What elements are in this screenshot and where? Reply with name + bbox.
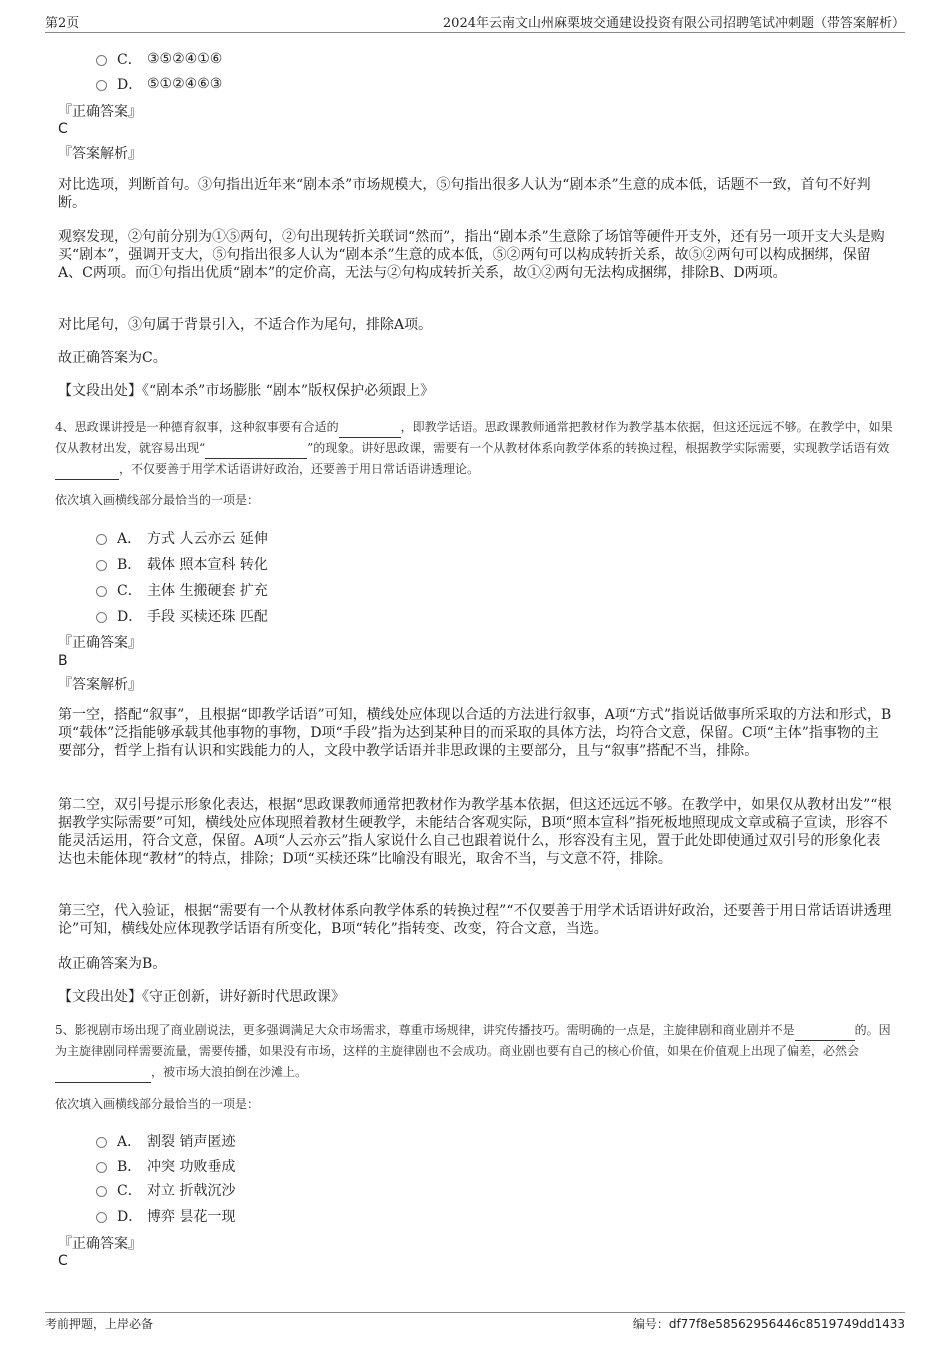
- document-code: 编号：df77f8e58562956446c8519749dd1433: [632, 1317, 905, 1331]
- page-header: [45, 12, 905, 33]
- radio-icon[interactable]: [96, 560, 107, 571]
- answer-label: 『正确答案』: [58, 1236, 142, 1252]
- blank-1: [795, 1026, 855, 1041]
- analysis-paragraph: 故正确答案为C。: [58, 350, 167, 366]
- document-title: 2024年云南文山州麻栗坡交通建设投资有限公司招聘笔试冲刺题（带答案解析）: [442, 16, 905, 31]
- analysis-paragraph: 对比尾句，③句属于背景引入，不适合作为尾句，排除A项。: [58, 317, 433, 333]
- analysis-label: 『答案解析』: [58, 677, 142, 693]
- analysis-label: 『答案解析』: [58, 146, 142, 162]
- analysis-paragraph: 故正确答案为B。: [58, 956, 167, 972]
- blank-3: [55, 465, 119, 480]
- blank-2: [205, 444, 307, 459]
- radio-icon[interactable]: [96, 1162, 107, 1173]
- page-footer: [45, 1312, 905, 1332]
- question-5-text: 5、影视剧市场出现了商业剧说法，更多强调满足大众市场需求，尊重市场规律，讲究传播技巧。需明确的一点是，主旋律剧和商业剧并不是 的。因为主旋律剧同样需要流量，需要传播，如果没有市场，这样的主旋律剧也不会成功。商业剧也要有自己的核心价值，如果在价值观上出现了偏差，必然会，被市场大浪拍倒在沙滩上。: [55, 1020, 895, 1083]
- analysis-paragraph: 第一空，搭配“叙事”，且根据“即教学话语”可知，横线处应体现以合适的方法进行叙事，A项“方式”指说话做事所采取的方法和形式，B项“载体”泛指能够承载其他事物的事物，D项“手段”指为达到某种目的而采取的具体方法，均符合文意，保留。C项“主体”指事物的主要部分，哲学上指有认识和实践能力的人，文段中教学话语并非思政课的主要部分，且与“叙事”搭配不当，排除。: [58, 707, 892, 759]
- source-citation: 【文段出处】《守正创新，讲好新时代思政课》: [58, 989, 345, 1005]
- radio-icon[interactable]: [96, 80, 107, 91]
- answer-label: 『正确答案』: [58, 104, 142, 120]
- q3-option-d[interactable]: D． ⑤①②④⑥③: [96, 74, 222, 94]
- radio-icon[interactable]: [96, 586, 107, 597]
- blank-2: [55, 1068, 151, 1083]
- q4-option-c[interactable]: C． 主体 生搬硬套 扩充: [96, 580, 268, 600]
- radio-icon[interactable]: [96, 55, 107, 66]
- radio-icon[interactable]: [96, 1212, 107, 1223]
- answer-value: C: [58, 1253, 68, 1269]
- radio-icon[interactable]: [96, 612, 107, 623]
- answer-value: C: [58, 121, 68, 137]
- answer-label: 『正确答案』: [58, 635, 142, 651]
- q5-option-b[interactable]: B． 冲突 功败垂成: [96, 1156, 235, 1176]
- q5-option-a[interactable]: A． 割裂 销声匿迹: [96, 1131, 235, 1151]
- q4-option-d[interactable]: D． 手段 买椟还珠 匹配: [96, 606, 268, 626]
- blank-1: [339, 423, 401, 438]
- analysis-paragraph: 第二空，双引号提示形象化表达，根据“思政课教师通常把教材作为教学基本依据，但这还远远不够。在教学中，如果仅从教材出发”“根据教学实际需要”可知，横线处应体现照着教材生硬教学，未能结合客观实际，B项“照本宣科”指死板地照现成文章或稿子宣读，形容不能灵活运用，符合文意，保留。A项“人云亦云”指人家说什么自己也跟着说什么，形容没有主见，置于此处即使通过双引号的形象化表达也未能体现“教材”的特点，排除；D项“买椟还珠”比喻没有眼光，取舍不当，与文意不符，排除。: [58, 797, 892, 867]
- analysis-paragraph: 对比选项，判断首句。③句指出近年来“剧本杀”市场规模大，⑤句指出很多人认为“剧本杀”生意的成本低，话题不一致，首句不好判断。: [58, 177, 871, 211]
- q5-option-c[interactable]: C． 对立 折戟沉沙: [96, 1180, 235, 1200]
- question-prompt: 依次填入画横线部分最恰当的一项是：: [55, 493, 260, 507]
- q4-option-b[interactable]: B． 载体 照本宣科 转化: [96, 554, 268, 574]
- analysis-paragraph: 第三空，代入验证，根据“需要有一个从教材体系向教学体系的转换过程”“不仅要善于用学术话语讲好政治，还要善于用日常话语讲透理论”可知，横线处应体现教学话语有所变化，B项“转化”指转变、改变，符合文意，当选。: [58, 903, 892, 937]
- q3-option-c[interactable]: C． ③⑤②④①⑥: [96, 49, 222, 69]
- analysis-paragraph: 观察发现，②句前分别为①⑤两句，②句出现转折关联词“然而”，指出“剧本杀”生意除了场馆等硬件开支外，还有另一项开支大头是购买“剧本”，强调开支大，⑤句指出很多人认为“剧本杀”生意的成本低，⑤②两句可以构成转折关系，故⑤②两句可以构成捆绑，保留A、C两项。而①句指出优质“剧本”的定价高，无法与②句构成转折关系，故①②两句无法构成捆绑，排除B、D两项。: [58, 229, 885, 281]
- radio-icon[interactable]: [96, 1186, 107, 1197]
- question-4-text: 4、思政课讲授是一种德育叙事，这种叙事要有合适的 ，即教学话语。思政课教师通常把教材作为教学基本依据，但这还远远不够。在教学中，如果仅从教材出发，就容易出现“ ”的现象。讲好思政课，需要有一个从教材体系向教学体系的转换过程，根据教学实际需要，实现教学话语有效，不仅要善于用学术话语讲好政治，还要善于用日常话语讲透理论。: [55, 417, 895, 480]
- question-prompt: 依次填入画横线部分最恰当的一项是：: [55, 1097, 260, 1111]
- footer-slogan: 考前押题，上岸必备: [45, 1317, 154, 1331]
- radio-icon[interactable]: [96, 1137, 107, 1148]
- page-number: 第2页: [45, 16, 80, 31]
- radio-icon[interactable]: [96, 534, 107, 545]
- source-citation: 【文段出处】《“剧本杀”市场膨胀 “剧本”版权保护必须跟上》: [58, 383, 435, 399]
- q5-option-d[interactable]: D． 博弈 昙花一现: [96, 1206, 235, 1226]
- q4-option-a[interactable]: A． 方式 人云亦云 延伸: [96, 528, 268, 548]
- answer-value: B: [58, 653, 68, 669]
